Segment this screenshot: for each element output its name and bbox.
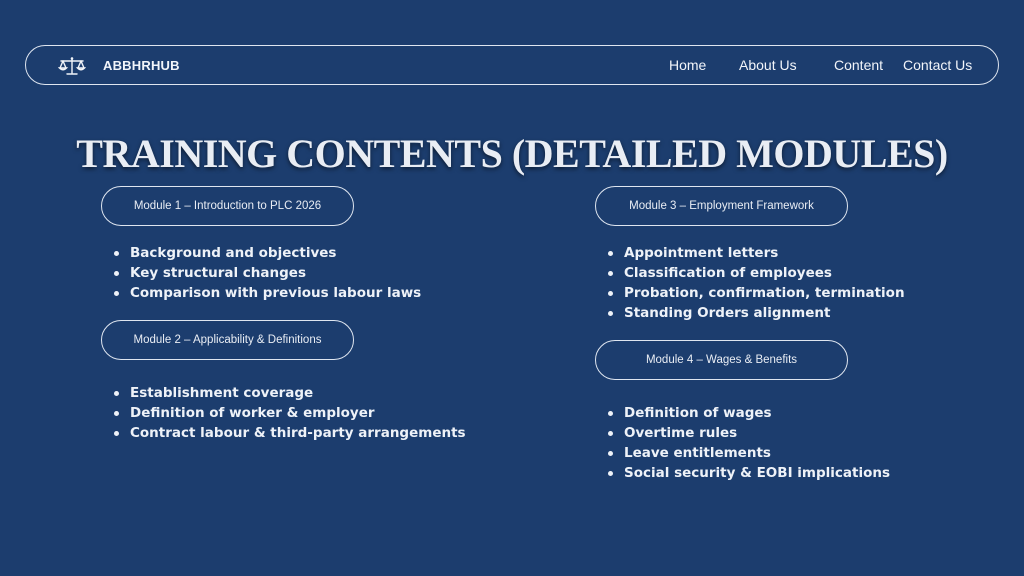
list-item: Establishment coverage xyxy=(110,383,466,403)
module-3-pill: Module 3 – Employment Framework xyxy=(595,186,848,226)
list-item: Probation, confirmation, termination xyxy=(604,283,905,303)
module-3-list xyxy=(604,243,905,323)
module-4-pill: Module 4 – Wages & Benefits xyxy=(595,340,848,380)
list-item: Definition of worker & employer xyxy=(110,403,466,423)
list-item: Standing Orders alignment xyxy=(604,303,905,323)
nav-contact-us-link[interactable]: Contact Us xyxy=(903,57,973,73)
nav-content-link[interactable]: Content xyxy=(834,57,884,73)
scales-of-justice-icon[interactable] xyxy=(58,56,86,76)
module-2-list xyxy=(110,383,466,443)
list-item: Appointment letters xyxy=(604,243,905,263)
module-1-pill: Module 1 – Introduction to PLC 2026 xyxy=(101,186,354,226)
module-4-list xyxy=(604,403,890,483)
top-navbar xyxy=(25,45,999,85)
list-item: Definition of wages xyxy=(604,403,890,423)
nav-about-us-link[interactable]: About Us xyxy=(739,57,797,73)
list-item: Comparison with previous labour laws xyxy=(110,283,421,303)
list-item: Key structural changes xyxy=(110,263,421,283)
nav-home-link[interactable]: Home xyxy=(669,57,707,73)
list-item: Classification of employees xyxy=(604,263,905,283)
list-item: Social security & EOBI implications xyxy=(604,463,890,483)
brand-name[interactable]: ABBHRHUB xyxy=(103,58,180,73)
page-title: TRAINING CONTENTS (DETAILED MODULES) xyxy=(76,131,948,176)
list-item: Leave entitlements xyxy=(604,443,890,463)
module-2-pill: Module 2 – Applicability & Definitions xyxy=(101,320,354,360)
list-item: Contract labour & third-party arrangements xyxy=(110,423,466,443)
list-item: Background and objectives xyxy=(110,243,421,263)
module-1-list xyxy=(110,243,421,303)
list-item: Overtime rules xyxy=(604,423,890,443)
